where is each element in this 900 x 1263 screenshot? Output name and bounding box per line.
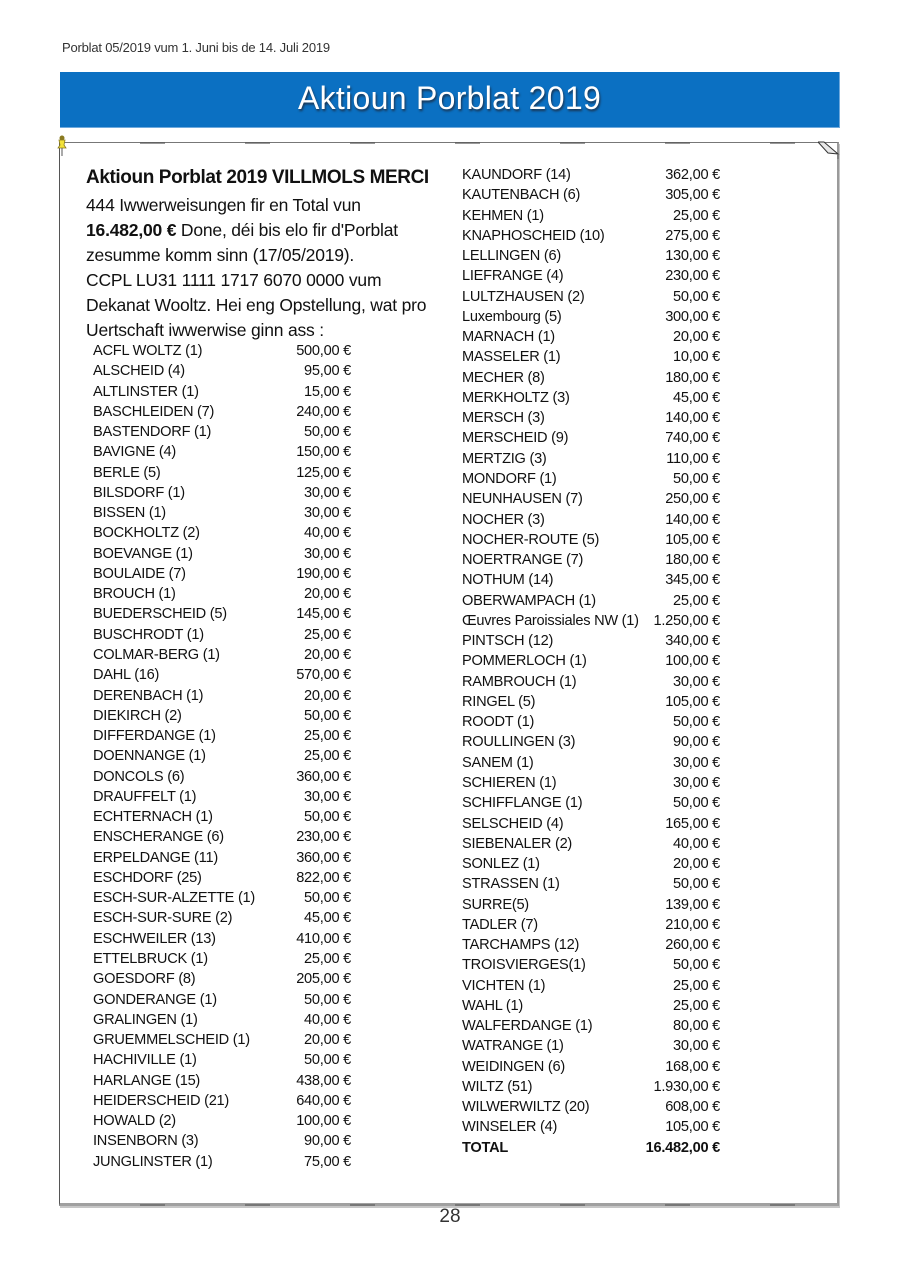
donation-amount: 105,00 €	[665, 531, 720, 548]
donation-row	[462, 266, 720, 286]
locality-name: WEIDINGEN (6)	[462, 1058, 565, 1075]
donation-row	[462, 1036, 720, 1056]
donation-row	[462, 611, 720, 631]
donation-row	[462, 874, 720, 894]
donation-amount: 340,00 €	[665, 633, 720, 650]
donation-amount: 360,00 €	[296, 768, 351, 785]
donation-row	[93, 665, 351, 685]
donation-amount: 300,00 €	[665, 308, 720, 325]
donation-amount: 20,00 €	[673, 856, 720, 873]
locality-name: Œuvres Paroissiales NW (1)	[462, 612, 639, 629]
locality-name: ALSCHEID (4)	[93, 363, 185, 380]
donation-amount: 20,00 €	[304, 1032, 351, 1049]
locality-name: KAUNDORF (14)	[462, 167, 571, 183]
donation-amount: 25,00 €	[304, 748, 351, 765]
donation-amount: 210,00 €	[665, 916, 720, 933]
donation-row	[93, 523, 351, 543]
donation-row	[93, 827, 351, 847]
locality-name: MERSCH (3)	[462, 410, 545, 427]
locality-name: SELSCHEID (4)	[462, 815, 564, 832]
intro-text	[86, 193, 436, 343]
donation-amount: 190,00 €	[296, 565, 351, 582]
donation-row	[93, 564, 351, 584]
donation-amount: 30,00 €	[673, 774, 720, 791]
locality-name: MERSCHEID (9)	[462, 430, 569, 447]
locality-name: MASSELER (1)	[462, 349, 561, 366]
donation-row	[462, 185, 720, 205]
donation-amount: 100,00 €	[296, 1113, 351, 1130]
donation-amount: 25,00 €	[673, 592, 720, 609]
donation-amount: 345,00 €	[665, 572, 720, 589]
donation-amount: 45,00 €	[304, 910, 351, 927]
donation-row	[462, 1057, 720, 1077]
donation-row	[93, 1071, 351, 1091]
donation-row	[462, 1097, 720, 1117]
donation-row	[462, 165, 720, 185]
donation-row	[93, 888, 351, 908]
locality-name: NEUNHAUSEN (7)	[462, 491, 583, 508]
locality-name: WAHL (1)	[462, 997, 523, 1014]
donation-row	[462, 834, 720, 854]
donation-amount: 20,00 €	[673, 329, 720, 346]
running-head: Porblat 05/2019 vum 1. Juni bis de 14. Juli 2019	[62, 40, 330, 55]
donation-row	[93, 625, 351, 645]
donation-amount: 45,00 €	[673, 389, 720, 406]
donation-row	[462, 530, 720, 550]
locality-name: ESCHDORF (25)	[93, 869, 202, 886]
locality-name: DRAUFFELT (1)	[93, 788, 197, 805]
locality-name: ERPELDANGE (11)	[93, 849, 218, 866]
donation-amount: 740,00 €	[665, 430, 720, 447]
locality-name: HOWALD (2)	[93, 1113, 176, 1130]
locality-name: HARLANGE (15)	[93, 1072, 201, 1089]
donation-row	[462, 976, 720, 996]
donation-amount: 1.930,00 €	[653, 1078, 720, 1095]
donation-row	[93, 1152, 351, 1172]
donation-row	[93, 442, 351, 462]
donation-row	[93, 604, 351, 624]
donation-amount: 105,00 €	[665, 693, 720, 710]
intro-line	[86, 218, 436, 243]
donation-row	[93, 584, 351, 604]
donation-amount: 275,00 €	[665, 227, 720, 244]
locality-name: RINGEL (5)	[462, 693, 536, 710]
locality-name: SIEBENALER (2)	[462, 835, 573, 852]
donation-amount: 40,00 €	[673, 835, 720, 852]
donation-amount: 50,00 €	[304, 809, 351, 826]
locality-name: SONLEZ (1)	[462, 856, 540, 873]
donation-amount: 110,00 €	[666, 450, 720, 467]
donation-amount: 50,00 €	[304, 1052, 351, 1069]
donation-row	[462, 347, 720, 367]
donation-row	[93, 726, 351, 746]
donation-row	[93, 969, 351, 989]
donation-row	[93, 382, 351, 402]
donation-amount: 90,00 €	[673, 734, 720, 751]
locality-name: ROULLINGEN (3)	[462, 734, 576, 751]
locality-name: KNAPHOSCHEID (10)	[462, 227, 605, 244]
donation-row	[462, 246, 720, 266]
donation-amount: 30,00 €	[304, 788, 351, 805]
locality-name: WILTZ (51)	[462, 1078, 533, 1095]
donation-amount: 180,00 €	[665, 369, 720, 386]
locality-name: NOERTRANGE (7)	[462, 552, 584, 569]
donation-row	[462, 753, 720, 773]
donation-row	[462, 368, 720, 388]
locality-name: GOESDORF (8)	[93, 971, 196, 988]
locality-name: LELLINGEN (6)	[462, 248, 561, 265]
donation-amount: 50,00 €	[673, 795, 720, 812]
locality-name: TROISVIERGES(1)	[462, 957, 586, 974]
donation-amount: 50,00 €	[304, 890, 351, 907]
page-number: 28	[439, 1206, 461, 1227]
donation-amount: 20,00 €	[304, 687, 351, 704]
donation-row	[462, 631, 720, 651]
intro-line: 444 Iwwerweisungen fir en Total vun	[86, 195, 361, 215]
donation-row	[93, 341, 351, 361]
locality-name: BUEDERSCHEID (5)	[93, 606, 227, 623]
donation-row	[462, 1117, 720, 1137]
donation-amount: 438,00 €	[296, 1072, 351, 1089]
donation-row	[462, 469, 720, 489]
intro-line-rest: Done, déi bis elo fir d'Porblat	[176, 220, 398, 240]
locality-name: BASTENDORF (1)	[93, 424, 212, 441]
donation-amount: 25,00 €	[304, 626, 351, 643]
locality-name: ESCH-SUR-SURE (2)	[93, 910, 233, 927]
locality-name: SCHIFFLANGE (1)	[462, 795, 583, 812]
donation-amount: 360,00 €	[296, 849, 351, 866]
locality-name: DIFFERDANGE (1)	[93, 728, 216, 745]
donation-row	[462, 550, 720, 570]
locality-name: BOCKHOLTZ (2)	[93, 525, 200, 542]
donation-amount: 260,00 €	[665, 937, 720, 954]
donation-row	[462, 672, 720, 692]
locality-name: ETTELBRUCK (1)	[93, 950, 208, 967]
locality-name: BILSDORF (1)	[93, 484, 185, 501]
donation-row	[462, 651, 720, 671]
card-top-border	[60, 142, 837, 144]
donation-row	[462, 327, 720, 347]
donation-row	[93, 868, 351, 888]
intro-bank-account: CCPL LU31 1111 1717 6070 0000 vum	[86, 270, 382, 290]
donation-row	[462, 591, 720, 611]
donation-row	[462, 449, 720, 469]
donation-row	[462, 935, 720, 955]
donation-row	[462, 996, 720, 1016]
locality-name: Luxembourg (5)	[462, 308, 562, 325]
donation-amount: 105,00 €	[665, 1119, 720, 1136]
donation-row	[462, 793, 720, 813]
locality-name: ESCH-SUR-ALZETTE (1)	[93, 890, 256, 907]
donation-amount: 608,00 €	[665, 1099, 720, 1116]
donation-amount: 640,00 €	[296, 1092, 351, 1109]
locality-name: NOTHUM (14)	[462, 572, 554, 589]
donation-amount: 240,00 €	[296, 403, 351, 420]
donation-amount: 50,00 €	[673, 957, 720, 974]
donation-row	[93, 1091, 351, 1111]
donation-row	[93, 949, 351, 969]
locality-name: HEIDERSCHEID (21)	[93, 1092, 230, 1109]
donation-row	[93, 422, 351, 442]
locality-name: ROODT (1)	[462, 714, 535, 731]
donation-amount: 205,00 €	[296, 971, 351, 988]
pushpin-icon	[56, 135, 68, 157]
donation-row	[93, 848, 351, 868]
donation-amount: 30,00 €	[673, 673, 720, 690]
locality-name: RAMBROUCH (1)	[462, 673, 577, 690]
donation-amount: 140,00 €	[665, 410, 720, 427]
locality-name: BISSEN (1)	[93, 505, 166, 522]
locality-name: BASCHLEIDEN (7)	[93, 403, 215, 420]
donation-row	[462, 570, 720, 590]
donation-amount: 30,00 €	[673, 1038, 720, 1055]
donation-amount: 165,00 €	[665, 815, 720, 832]
locality-name: VICHTEN (1)	[462, 977, 546, 994]
locality-name: KEHMEN (1)	[462, 207, 544, 224]
donation-amount: 25,00 €	[304, 950, 351, 967]
locality-name: ESCHWEILER (13)	[93, 930, 216, 947]
donation-amount: 20,00 €	[304, 586, 351, 603]
total-label: TOTAL	[462, 1139, 509, 1156]
locality-name: DOENNANGE (1)	[93, 748, 206, 765]
locality-name: BUSCHRODT (1)	[93, 626, 204, 643]
locality-name: DIEKIRCH (2)	[93, 707, 182, 724]
donation-row	[462, 408, 720, 428]
locality-name: LULTZHAUSEN (2)	[462, 288, 585, 305]
donation-row	[462, 388, 720, 408]
locality-name: ECHTERNACH (1)	[93, 809, 213, 826]
locality-name: DERENBACH (1)	[93, 687, 204, 704]
donation-row	[462, 915, 720, 935]
locality-name: GRUEMMELSCHEID (1)	[93, 1032, 250, 1049]
donation-amount: 250,00 €	[665, 491, 720, 508]
locality-name: WINSELER (4)	[462, 1119, 558, 1136]
donation-row	[93, 1050, 351, 1070]
locality-name: DONCOLS (6)	[93, 768, 185, 785]
donation-row	[93, 706, 351, 726]
donation-amount: 50,00 €	[304, 424, 351, 441]
donation-amount: 30,00 €	[673, 754, 720, 771]
donation-amount: 80,00 €	[673, 1018, 720, 1035]
donation-amount: 1.250,00 €	[653, 612, 720, 629]
locality-name: MECHER (8)	[462, 369, 545, 386]
donation-amount: 125,00 €	[296, 464, 351, 481]
locality-name: MARNACH (1)	[462, 329, 555, 346]
donation-amount: 168,00 €	[665, 1058, 720, 1075]
donation-row	[462, 712, 720, 732]
donation-amount: 50,00 €	[673, 876, 720, 893]
locality-name: BERLE (5)	[93, 464, 161, 481]
donation-amount: 40,00 €	[304, 1011, 351, 1028]
donation-list-right	[462, 165, 720, 1158]
locality-name: HACHIVILLE (1)	[93, 1052, 197, 1069]
donation-row	[462, 206, 720, 226]
donation-amount: 90,00 €	[304, 1133, 351, 1150]
donation-amount: 150,00 €	[296, 444, 351, 461]
donation-amount: 15,00 €	[304, 383, 351, 400]
total-amount: 16.482,00 €	[645, 1139, 720, 1156]
donation-row	[462, 1016, 720, 1036]
donation-row	[93, 686, 351, 706]
donation-row	[462, 226, 720, 246]
locality-name: BOEVANGE (1)	[93, 545, 193, 562]
donation-row	[462, 732, 720, 752]
donation-row	[93, 787, 351, 807]
donation-amount: 30,00 €	[304, 505, 351, 522]
locality-name: ACFL WOLTZ (1)	[93, 343, 203, 359]
donation-row	[462, 307, 720, 327]
locality-name: KAUTENBACH (6)	[462, 187, 581, 204]
intro-title: Aktioun Porblat 2019 VILLMOLS MERCI	[86, 167, 429, 188]
donation-amount: 410,00 €	[296, 930, 351, 947]
locality-name: LIEFRANGE (4)	[462, 268, 564, 285]
locality-name: SCHIEREN (1)	[462, 774, 557, 791]
intro-line: Uertschaft iwwerwise ginn ass :	[86, 320, 324, 340]
donation-amount: 100,00 €	[665, 653, 720, 670]
locality-name: WATRANGE (1)	[462, 1038, 564, 1055]
donation-amount: 822,00 €	[296, 869, 351, 886]
donation-amount: 50,00 €	[673, 470, 720, 487]
donation-row	[93, 1010, 351, 1030]
donation-amount: 500,00 €	[296, 343, 351, 359]
donation-amount: 50,00 €	[304, 707, 351, 724]
page-curl-icon	[818, 141, 840, 159]
donation-row	[93, 361, 351, 381]
donation-list-left	[93, 341, 351, 1172]
donation-row	[93, 990, 351, 1010]
donation-row	[93, 929, 351, 949]
locality-name: POMMERLOCH (1)	[462, 653, 587, 670]
locality-name: ENSCHERANGE (6)	[93, 829, 224, 846]
donation-amount: 140,00 €	[665, 511, 720, 528]
locality-name: STRASSEN (1)	[462, 876, 560, 893]
locality-name: INSENBORN (3)	[93, 1133, 199, 1150]
locality-name: GRALINGEN (1)	[93, 1011, 198, 1028]
locality-name: TARCHAMPS (12)	[462, 937, 580, 954]
total-row	[462, 1138, 720, 1158]
locality-name: WILWERWILTZ (20)	[462, 1099, 590, 1116]
donation-row	[93, 645, 351, 665]
banner-title: Aktioun Porblat 2019	[297, 80, 602, 116]
donation-row	[462, 814, 720, 834]
donation-row	[93, 908, 351, 928]
title-banner	[60, 72, 840, 128]
locality-name: BROUCH (1)	[93, 586, 176, 603]
donation-amount: 362,00 €	[665, 167, 720, 183]
donation-amount: 25,00 €	[673, 207, 720, 224]
donation-amount: 180,00 €	[665, 552, 720, 569]
intro-line: zesumme komm sinn (17/05/2019).	[86, 245, 355, 265]
intro-total-amount: 16.482,00 €	[86, 220, 177, 240]
locality-name: GONDERANGE (1)	[93, 991, 217, 1008]
locality-name: OBERWAMPACH (1)	[462, 592, 596, 609]
donation-amount: 25,00 €	[673, 997, 720, 1014]
donation-amount: 50,00 €	[673, 288, 720, 305]
content-card	[59, 142, 839, 1206]
donation-amount: 95,00 €	[304, 363, 351, 380]
donation-row	[93, 544, 351, 564]
donation-amount: 30,00 €	[304, 545, 351, 562]
donation-amount: 25,00 €	[304, 728, 351, 745]
donation-row	[93, 807, 351, 827]
donation-amount: 145,00 €	[296, 606, 351, 623]
locality-name: SURRE(5)	[462, 896, 529, 913]
donation-amount: 139,00 €	[665, 896, 720, 913]
donation-amount: 10,00 €	[673, 349, 720, 366]
donation-amount: 30,00 €	[304, 484, 351, 501]
donation-row	[462, 955, 720, 975]
locality-name: MERKHOLTZ (3)	[462, 389, 570, 406]
donation-amount: 230,00 €	[665, 268, 720, 285]
donation-amount: 75,00 €	[304, 1153, 351, 1170]
donation-amount: 570,00 €	[296, 667, 351, 684]
locality-name: MONDORF (1)	[462, 470, 557, 487]
donation-row	[462, 895, 720, 915]
donation-row	[462, 489, 720, 509]
intro-line: Dekanat Wooltz. Hei eng Opstellung, wat pro	[86, 295, 427, 315]
donation-row	[93, 1131, 351, 1151]
locality-name: BOULAIDE (7)	[93, 565, 186, 582]
donation-row	[462, 854, 720, 874]
locality-name: JUNGLINSTER (1)	[93, 1153, 213, 1170]
locality-name: SANEM (1)	[462, 754, 534, 771]
locality-name: ALTLINSTER (1)	[93, 383, 199, 400]
locality-name: WALFERDANGE (1)	[462, 1018, 593, 1035]
locality-name: NOCHER (3)	[462, 511, 545, 528]
donation-row	[462, 773, 720, 793]
donation-row	[462, 692, 720, 712]
donation-amount: 40,00 €	[304, 525, 351, 542]
donation-row	[93, 1030, 351, 1050]
donation-amount: 25,00 €	[673, 977, 720, 994]
donation-row	[93, 483, 351, 503]
locality-name: MERTZIG (3)	[462, 450, 547, 467]
donation-amount: 130,00 €	[665, 248, 720, 265]
donation-amount: 230,00 €	[296, 829, 351, 846]
donation-row	[93, 463, 351, 483]
donation-amount: 50,00 €	[673, 714, 720, 731]
locality-name: PINTSCH (12)	[462, 633, 554, 650]
locality-name: DAHL (16)	[93, 667, 160, 684]
locality-name: TADLER (7)	[462, 916, 538, 933]
donation-amount: 305,00 €	[665, 187, 720, 204]
donation-amount: 20,00 €	[304, 646, 351, 663]
donation-row	[462, 287, 720, 307]
donation-row	[93, 503, 351, 523]
donation-row	[93, 1111, 351, 1131]
donation-row	[462, 510, 720, 530]
donation-row	[462, 1077, 720, 1097]
donation-row	[93, 767, 351, 787]
locality-name: BAVIGNE (4)	[93, 444, 176, 461]
locality-name: NOCHER-ROUTE (5)	[462, 531, 600, 548]
donation-row	[462, 428, 720, 448]
donation-row	[93, 746, 351, 766]
donation-amount: 50,00 €	[304, 991, 351, 1008]
donation-row	[93, 402, 351, 422]
locality-name: COLMAR-BERG (1)	[93, 646, 220, 663]
